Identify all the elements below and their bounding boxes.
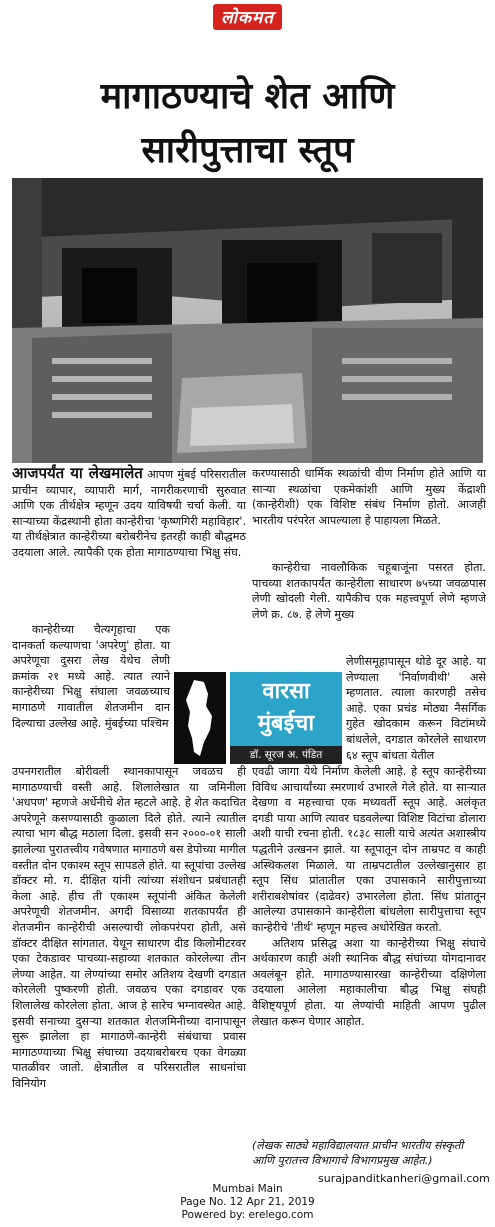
author-note: (लेखक साठ्ये महाविद्यालयात प्राचीन भारतीय संस्कृती आणि पुरातत्त्व विभागाचे विभागप्रमुख आहेत.): [252, 1139, 464, 1167]
article-right-paragraph-2a-text: कान्हेरीचा नावलौकिक चहूबाजूंना पसरत होता. पाचव्या शतकापर्यंत कान्हेरीला साधारण ७५च्या जवळपास लेणी खोदली गेली. यापैकीच एक महत्त्वपूर्ण लेणे म्हणजे लेणे क्र. ८७. हे लेणे मुख्य: [252, 561, 486, 621]
page-footer: [0, 1183, 495, 1222]
article-left-paragraph-2a: [12, 622, 170, 731]
article-lead: आजपर्यंत या लेखमालेत: [12, 464, 143, 482]
article-right-paragraph-2a: [252, 560, 486, 622]
column-title-line-1: वारसा: [262, 679, 310, 704]
article-column-right: [252, 466, 486, 528]
article-right-paragraph-2b: [346, 654, 486, 763]
article-left-paragraph-2a-text: कान्हेरीच्या चैत्यगृहाचा एक दानकर्ता कल्याणचा 'अपरेणु' होता. या अपरेणूचा दुसरा लेख येथेच लेणी क्रमांक २१ मध्ये आहे. त्यात त्याने कान्हेरीच्या भिक्षु संघाला जवळच्याच मागाठणे गावातील शेतजमीन दान दिल्याचा उल्लेख आहे. मुंबईच्या पश्चिम: [12, 623, 170, 730]
mumbai-map-icon: [174, 672, 226, 764]
article-right-paragraph-3: अतिशय प्रसिद्ध अशा या कान्हेरीच्या भिक्षु संघाचे अर्थकारण काही अंशी स्थानिक बौद्ध संघांच्या योगदानावर अवलंबून होते. मागाठण्यासारखा कान्हेरीच्या दक्षिणेला उदयाला आलेला महाकालीचा बौद्ध भिक्षु संघही वैशिष्ट्यपूर्ण होता. या लेण्यांची माहिती आपण पुढील लेखात करून घेणार आहोत.: [252, 936, 486, 1028]
article-right-paragraph-2b-text: लेणीसमूहापासून थोडे दूर आहे. या लेण्याला 'निर्वाणवीथी' असे म्हणतात. त्याला कारणही तसेच आहे. एका प्रचंड मोठ्या नैसर्गिक गुहेत खोदकाम करून विटांमध्ये बांधलेले, दगडात कोरलेले साधारण ६४ स्तूप बांधता येतील: [346, 655, 486, 762]
footer-edition: Mumbai Main: [212, 1183, 283, 1195]
article-right-paragraph-2c-text: एवढी जागा येथे निर्माण केलेली आहे. हे स्तूप कान्हेरीच्या विविध आचार्यांच्या स्मरणार्थ उभारले गेले होते. या साऱ्यात देखणा व महत्त्वाचा एक मध्यवर्ती स्तूप आहे. अलंकृत दगडी पाया आणि त्यावर घडवलेल्या विशिष्ट विटांचा डोलारा अशी याची रचना होती. १८३८ साली याचे अत्यंत अशास्त्रीय पद्धतीने उत्खनन झाले. या स्तूपातून दोन ताम्रपट व काही अस्थिकलश मिळाले. या ताम्रपटातील उल्लेखानुसार हा स्तूप सिंध प्रांतातील एका उपासकाने सारीपुत्ताच्या शरीराबशेषांवर (दाढेवर) उभारलेला होता. सिंध प्रांतातून आलेल्या उपासकाने कान्हेरीला बांधलेला सारीपुत्ताचा स्तूप कान्हेरीचे 'तीर्थ' म्हणून महत्त्व अधोरेखित करतो.: [252, 765, 486, 934]
article-left-paragraph-2b-text: उपनगरातील बोरीवली स्थानकापासून जवळच ही मागाठण्याची वस्ती आहे. शिलालेखात या जमिनीला 'अधपण' म्हणजे अर्धेनीचे शेत म्हटले आहे. हे शेत कदाचित अपरेणूने कसण्यासाठी कुळाला दिले होते. त्याने त्यातील त्याचा भाग बौद्ध मठाला दिला. इसवी सन २०००-०१ साली झालेल्या पुरातत्त्वीय गवेषणात मागाठणे बस डेपोच्या मागील वस्तीत दोन एकाश्म स्तूप सापडले होते. या स्तूपांचा उल्लेख डॉक्टर मो. ग. दीक्षित यांनी त्यांच्या संशोधन प्रबंधातही केला आहे. हीच ती एकाश्म स्तूपांनी अंकित केलेली अपरेणूची शेतजमीन. अगदी विसाव्या शतकापर्यंत ही शेतजमीन कान्हेरीची असल्याची लोकपरंपरा होती, असे डॉक्टर दीक्षित सांगतात. येथून साधारण दीड किलोमीटरवर एका टेकडावर पाचव्या-सहाव्या शतकात कोरलेल्या तीन लेण्या आहेत. या लेण्यांच्या समोर अतिशय देखणी दगडात कोरलेली पुष्करणी होती. जवळच एका दगडावर एक शिलालेख कोरलेला होता. आज हे सारेच भग्नावस्थेत आहे. इसवी सनाच्या दुसऱ्या शतकात शेतजमिनीच्या दानापासून सुरू झालेला हा मागाठणे-कान्हेरी संबंधाचा प्रवास मागाठण्याच्या भिक्षु संघाच्या उदयाबरोबरच एका वेगळ्या पातळीवर जातो. क्षेत्रातील व परिसरातील साधनांचा विनियोग: [12, 765, 246, 1090]
headline-line-1: मागाठण्याचे शेत आणि: [100, 76, 395, 117]
headline-line-2: सारीपुत्ताचा स्तूप: [141, 130, 354, 171]
masthead-logo: [0, 4, 495, 30]
column-title: [230, 672, 342, 746]
article-photo: [12, 178, 483, 463]
article-left-paragraph-1: आपण मुंबई परिसरातील प्राचीन व्यापार, व्यापारी मार्ग, नागरीकरणाची सुरुवात आणि एक तीर्थक्षेत्र म्हणून उदय याविषयी चर्चा केली. या साऱ्याच्या केंद्रस्थानी होता कान्हेरीचा 'कृष्णगिरी महाविहार'. या तीर्थक्षेत्रात कान्हेरीच्या बरोबरीनेच इतरही काही बौद्धमठ उदयाला आले. त्यापैकी एक होता मागाठण्याचा भिक्षु संघ.: [12, 468, 246, 559]
article-left-paragraph-2b: [12, 764, 246, 1091]
article-right-paragraph-2c: [252, 764, 486, 1029]
author-email: surajpanditkanheri@gmail.com: [318, 1172, 490, 1185]
article-column-left: [12, 466, 246, 561]
author-name: डॉ. सूरज अ. पंडित: [230, 746, 342, 764]
masthead-text: लोकमत: [213, 4, 282, 30]
footer-powered-by: Powered by: erelego.com: [181, 1209, 314, 1221]
footer-page-date: Page No. 12 Apr 21, 2019: [180, 1196, 315, 1208]
article-right-paragraph-1: करण्यासाठी धार्मिक स्थळांची वीण निर्माण होते आणि या साऱ्या स्थळांचा एकमेकांशी आणि मुख्य केंद्राशी (कान्हेरीशी) एक विशिष्ट संबंध निर्माण होतो. आजही भारतीय परंपरेत आपल्याला हे पाहायला मिळते.: [252, 467, 486, 527]
column-title-box: [174, 672, 342, 764]
column-title-line-2: मुंबईचा: [257, 711, 315, 736]
